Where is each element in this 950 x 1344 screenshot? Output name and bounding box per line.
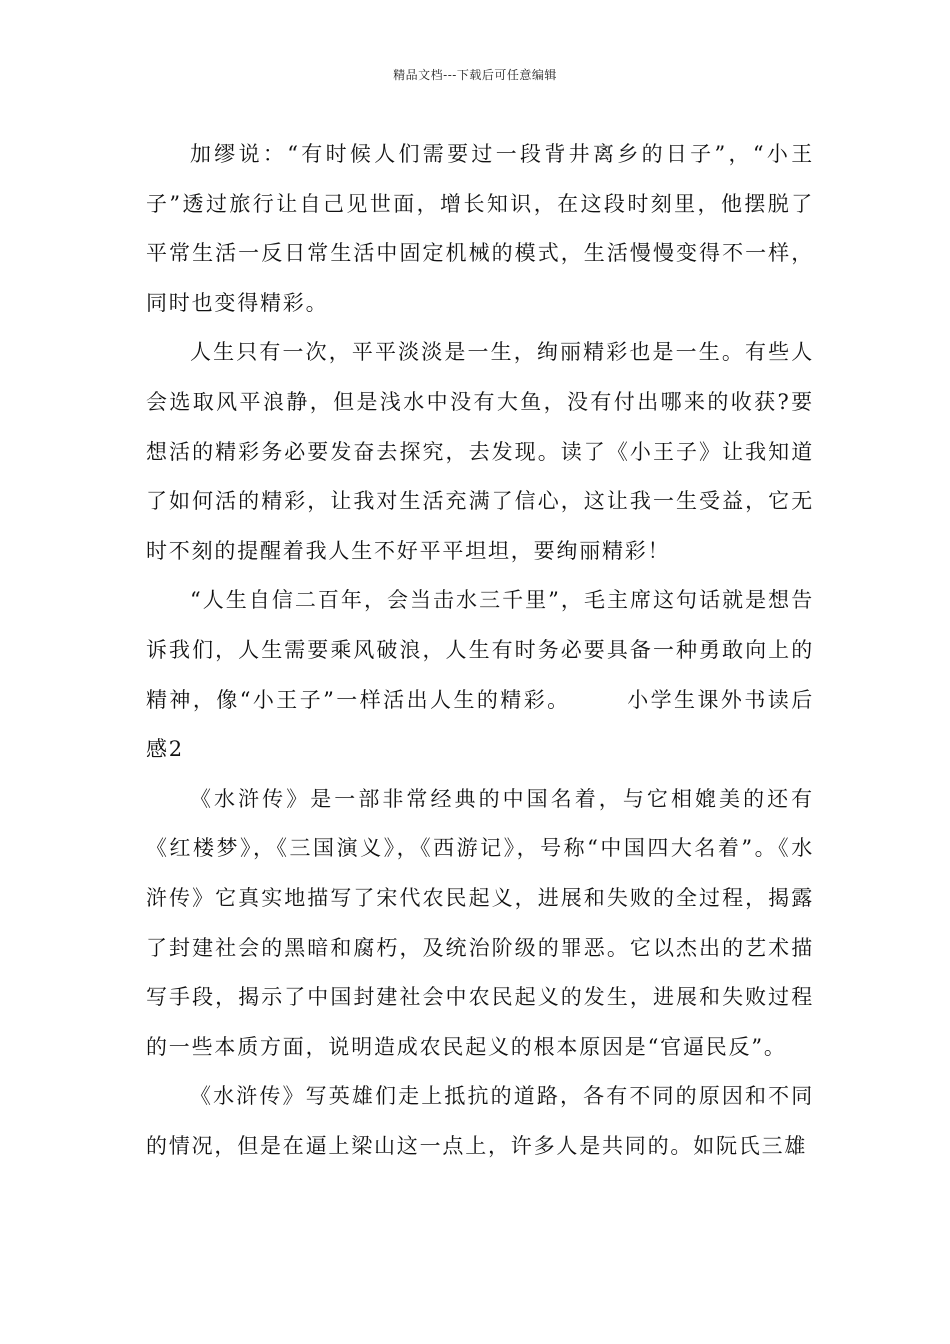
paragraph: 人生只有一次，平平淡淡是一生，绚丽精彩也是一生。有些人会选取风平浪静，但是浅水中没有大鱼，没有付出哪来的收获?要想活的精彩务必要发奋去探究，去发现。读了《小王子》让我知道了如何活的精彩，让我对生活充满了信心，这让我一生受益，它无时不刻的提醒着我人生不好平平坦坦，要绚丽精彩！ <box>146 340 814 563</box>
page-header: 精品文档---下载后可任意编辑 <box>393 68 557 82</box>
paragraph: 《水浒传》写英雄们走上抵抗的道路，各有不同的原因和不同的情况，但是在逼上梁山这一点上，许多人是共同的。如阮氏三雄 <box>146 1084 814 1158</box>
paragraph <box>146 576 814 774</box>
paragraph: 加缪说：“有时候人们需要过一段背井离乡的日子”，“小王子”透过旅行让自己见世面，增长知识，在这段时刻里，他摆脱了平常生活一反日常生活中固定机械的模式，生活慢慢变得不一样，同时也变得精彩。 <box>146 142 814 315</box>
document-body <box>146 130 814 1171</box>
section-title: 小学生课外书读后感2 <box>146 687 814 762</box>
paragraph-text: “人生自信二百年，会当击水三千里”，毛主席这句话就是想告诉我们，人生需要乘风破浪，人生有时务必要具备一种勇敢向上的精神，像“小王子”一样活出人生的精彩。 <box>146 588 814 712</box>
paragraph: 《水浒传》是一部非常经典的中国名着，与它相媲美的还有《红楼梦》，《三国演义》，《西游记》，号称“中国四大名着”。《水浒传》它真实地描写了宋代农民起义，进展和失败的全过程，揭露了封建社会的黑暗和腐朽，及统治阶级的罪恶。它以杰出的艺术描写手段，揭示了中国封建社会中农民起义的发生，进展和失败过程的一些本质方面，说明造成农民起义的根本原因是“官逼民反”。 <box>146 786 814 1059</box>
